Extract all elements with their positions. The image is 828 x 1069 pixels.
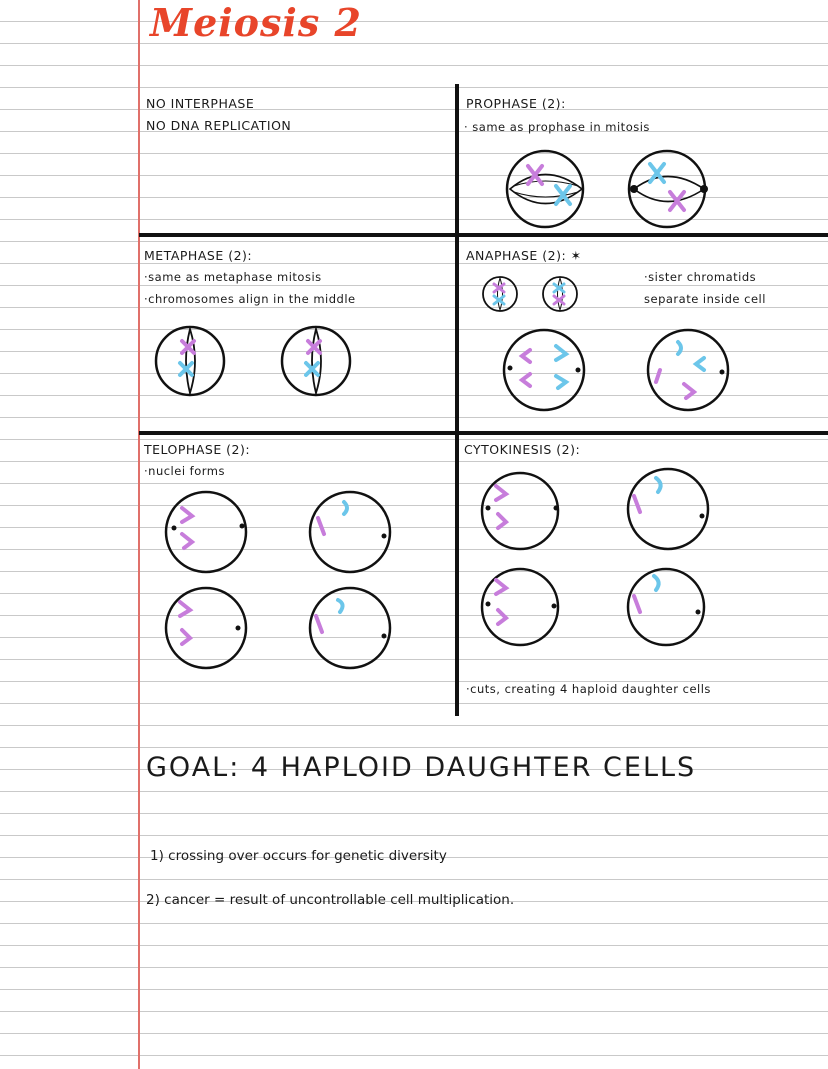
cytokinesis-cell-1 (476, 468, 572, 554)
intro-line-2: NO DNA REPLICATION (146, 118, 292, 133)
intro-line-1: NO INTERPHASE (146, 96, 255, 111)
telophase-note: ·nuclei forms (144, 464, 225, 478)
cytokinesis-note: ·cuts, creating 4 haploid daughter cells (466, 682, 711, 696)
metaphase-note-2: ·chromosomes align in the middle (144, 292, 356, 306)
telophase-cell-3 (160, 584, 256, 672)
metaphase-heading: METAPHASE (2): (144, 248, 253, 263)
page-title: Meiosis 2 (150, 0, 362, 45)
grid-horizontal-divider-1 (139, 233, 828, 237)
star-icon: ✶ (570, 248, 582, 263)
metaphase-cell-2 (278, 323, 358, 399)
cytokinesis-heading: CYTOKINESIS (2): (464, 442, 581, 457)
prophase-note: · same as prophase in mitosis (464, 120, 650, 134)
cytokinesis-cell-4 (620, 564, 716, 650)
anaphase-cell-2 (644, 326, 734, 414)
grid-horizontal-divider-2 (139, 431, 828, 435)
anaphase-small-cell-1 (480, 274, 520, 314)
prophase-cell-1 (500, 148, 600, 230)
metaphase-note-1: ·same as metaphase mitosis (144, 270, 322, 284)
anaphase-heading (466, 248, 582, 263)
anaphase-cell-1 (500, 326, 590, 414)
cytokinesis-cell-2 (622, 466, 718, 552)
anaphase-small-cell-2 (540, 274, 580, 314)
prophase-heading: PROPHASE (2): (466, 96, 566, 111)
prophase-cell-2 (622, 148, 722, 230)
page-margin-line (138, 0, 140, 1069)
anaphase-heading-text: ANAPHASE (2): (466, 248, 567, 263)
telophase-cell-4 (304, 584, 400, 672)
telophase-heading: TELOPHASE (2): (144, 442, 251, 457)
cytokinesis-cell-3 (476, 564, 572, 650)
anaphase-note-1: ·sister chromatids (644, 270, 757, 284)
goal-heading: GOAL: 4 HAPLOID DAUGHTER CELLS (146, 752, 697, 783)
metaphase-cell-1 (152, 323, 232, 399)
note-1: 1) crossing over occurs for genetic diversity (150, 848, 447, 864)
anaphase-note-2: separate inside cell (644, 292, 766, 306)
telophase-cell-2 (304, 488, 400, 576)
grid-vertical-divider (455, 84, 459, 716)
note-2: 2) cancer = result of uncontrollable cell multiplication. (146, 892, 515, 908)
telophase-cell-1 (160, 488, 256, 576)
